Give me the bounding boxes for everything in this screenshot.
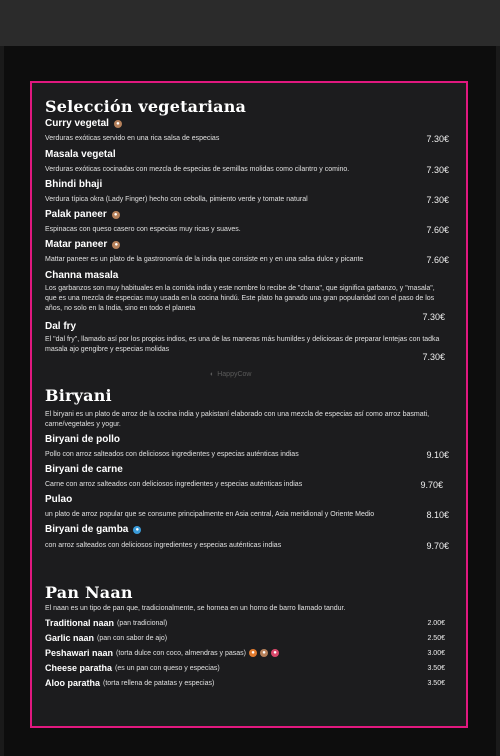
dish-name: Dal fry <box>45 321 77 332</box>
dish-price: 7.30€ <box>426 165 449 175</box>
dish-name: Matar paneer <box>45 239 108 250</box>
dish-biryani-carne <box>45 464 449 490</box>
naan-note: (es un pan con queso y especias) <box>115 664 220 672</box>
naan-note: (pan con sabor de ajo) <box>97 634 168 642</box>
dish-description: Verduras exóticas servido en una rica salsa de especias <box>45 135 220 142</box>
naan-price: 2.50€ <box>427 634 445 642</box>
naan-price: 3.50€ <box>427 664 445 672</box>
naan-item-aloo-paratha <box>45 678 445 688</box>
dish-description: Carne con arroz salteados con deliciosos ingredientes y especias auténticas indias <box>45 481 303 488</box>
dish-description: Mattar paneer es un plato de la gastronomía de la india que consiste en y en una salsa dulce y picante <box>45 256 364 263</box>
section-title-naan: Pan Naan <box>45 583 133 602</box>
dish-price: 7.30€ <box>422 312 445 322</box>
dish-price: 9.10€ <box>426 450 449 460</box>
dish-biryani-gamba <box>45 524 449 551</box>
dish-dal-fry <box>45 321 449 362</box>
naan-item-traditional <box>45 618 445 628</box>
happycow-watermark <box>210 371 251 378</box>
naan-note: (pan tradicional) <box>117 619 168 627</box>
dish-price: 7.30€ <box>426 134 449 144</box>
dish-name: Pulao <box>45 494 73 505</box>
dish-bhindi-bhaji <box>45 179 449 205</box>
dish-channa-masala <box>45 270 449 322</box>
dish-price: 9.70€ <box>426 541 449 551</box>
dish-masala-vegetal <box>45 149 449 175</box>
allergen-icon: ● <box>271 649 279 657</box>
dish-description: con arroz salteados con deliciosos ingredientes y especias auténticas indias <box>45 542 282 549</box>
naan-name: Cheese paratha <box>45 663 113 673</box>
naan-intro: El naan es un tipo de pan que, tradicionalmente, se hornea en un horno de barro llamado tandur. <box>45 605 346 612</box>
dish-price: 7.60€ <box>426 225 449 235</box>
dish-curry-vegetal <box>45 118 449 144</box>
dish-name: Palak paneer <box>45 209 107 220</box>
dish-description: Espinacas con queso casero con especias muy ricas y suaves. <box>45 226 241 233</box>
dish-name: Biryani de carne <box>45 464 123 475</box>
dish-description: Verdura típica okra (Lady Finger) hecho con cebolla, pimiento verde y tomate natural <box>45 196 308 203</box>
naan-price: 3.00€ <box>427 649 445 657</box>
dish-description: El "dal fry", llamado así por los propios indios, es una de las maneras más humildes y deliciosas de preparar lentejas con tadka masala ajo gengibre y especias molidas <box>45 336 440 353</box>
naan-name: Aloo paratha <box>45 678 101 688</box>
dish-pulao <box>45 494 449 520</box>
dish-matar-paneer <box>45 239 449 265</box>
vegetarian-icon: ● <box>112 241 120 249</box>
section-title-vegetarian: Selección vegetariana <box>45 97 247 116</box>
naan-note: (torta rellena de patatas y especias) <box>103 679 215 687</box>
cow-icon: ◐ <box>210 371 215 378</box>
vegetarian-icon: ● <box>112 211 120 219</box>
dish-price: 7.60€ <box>426 255 449 265</box>
dish-name: Biryani de pollo <box>45 434 121 445</box>
dish-description: un plato de arroz popular que se consume principalmente en Asia central, Asia meridional y Oriente Medio <box>45 511 375 518</box>
watermark-text: HappyCow <box>217 371 252 378</box>
dish-name: Curry vegetal <box>45 118 109 129</box>
dish-name: Channa masala <box>45 270 119 281</box>
naan-item-garlic <box>45 633 445 643</box>
naan-note: (torta dulce con coco, almendras y pasas) <box>116 649 246 657</box>
nuts-icon: ● <box>249 649 257 657</box>
naan-name: Traditional naan <box>45 618 115 628</box>
dish-price: 7.30€ <box>422 352 445 362</box>
vegetarian-icon: ● <box>114 120 122 128</box>
dish-name: Biryani de gamba <box>45 524 129 535</box>
dish-description: Los garbanzos son muy habituales en la comida india y este nombre lo recibe de "chana", que significa garbanzo, y "masala", que es una mezcla de especias muy usada en la cocina hindú. Este plato ha ganado una gran popularidad con el paso de los años, no solo en la India, sino en todo el planeta <box>45 285 435 312</box>
naan-item-cheese-paratha <box>45 663 445 673</box>
naan-price: 2.00€ <box>427 619 445 627</box>
seafood-icon: ● <box>133 526 141 534</box>
naan-price: 3.50€ <box>427 679 445 687</box>
dish-description: Verduras exóticas cocinadas con mezcla de especias de semillas molidas como cilantro y comino. <box>45 166 350 173</box>
naan-item-peshawari <box>45 648 445 658</box>
dish-price: 9.70€ <box>420 480 443 490</box>
section-title-biryani: Biryani <box>45 386 112 405</box>
vegetarian-icon: ● <box>260 649 268 657</box>
dish-name: Bhindi bhaji <box>45 179 103 190</box>
top-bar <box>0 0 500 46</box>
biryani-intro: El biryani es un plato de arroz de la cocina india y pakistaní elaborado con una mezcla de especias así como arroz basmati, carne/vegetales y yogur. <box>45 411 430 428</box>
dish-price: 7.30€ <box>426 195 449 205</box>
dish-name: Masala vegetal <box>45 149 116 160</box>
dish-biryani-pollo <box>45 434 449 460</box>
dish-price: 8.10€ <box>426 510 449 520</box>
naan-name: Peshawari naan <box>45 648 114 658</box>
dish-description: Pollo con arroz salteados con deliciosos ingredientes y especias auténticas indias <box>45 451 299 458</box>
dish-palak-paneer <box>45 209 449 235</box>
naan-name: Garlic naan <box>45 633 95 643</box>
